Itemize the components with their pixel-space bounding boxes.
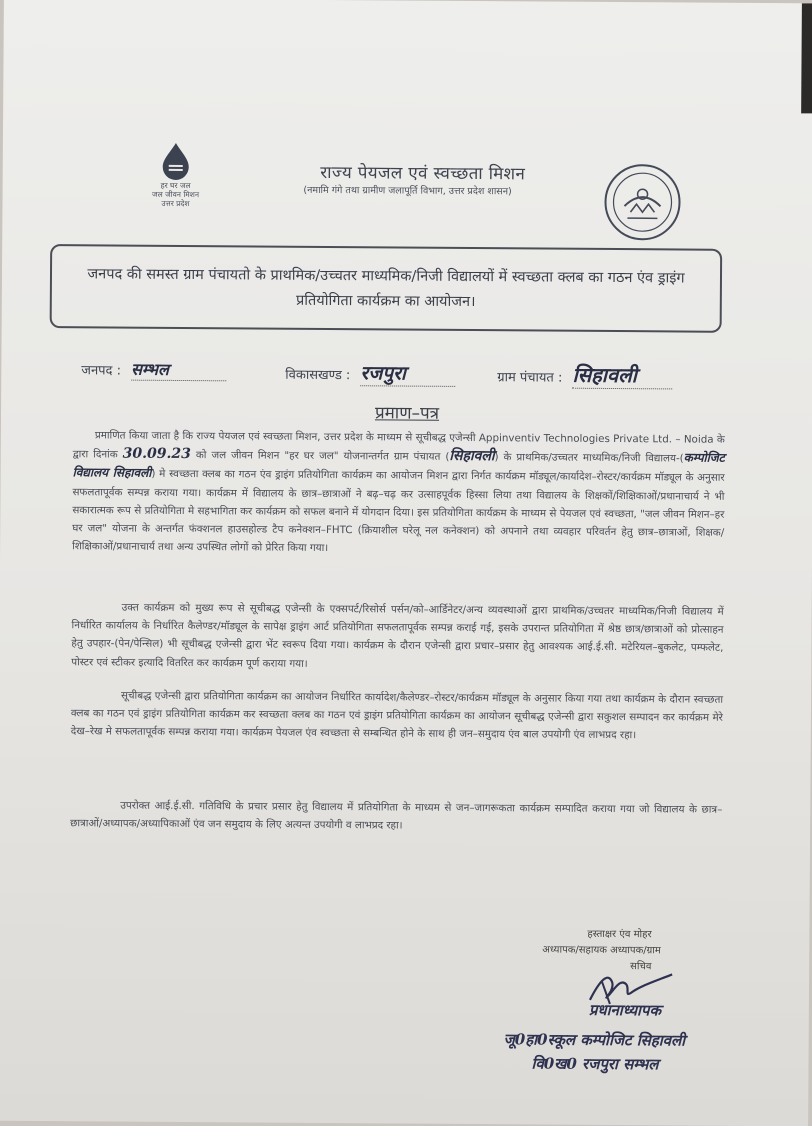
paragraph-1 [72, 426, 725, 560]
panchayat-value: सिहावली [572, 361, 672, 390]
logo-tagline-2: जल जीवन मिशन [152, 189, 200, 200]
paragraph-2 [71, 598, 723, 675]
panchayat-label: ग्राम पंचायत : [497, 370, 563, 386]
district-field [81, 357, 226, 381]
government-seal [602, 162, 683, 247]
stamp-block: वि0ख0 रजपुरा सम्भल [531, 1054, 659, 1074]
mission-title: राज्य पेयजल एवं स्वच्छता मिशन [320, 162, 526, 185]
paragraph-3-text: सूचीबद्ध एजेन्सी द्वारा प्रतियोगिता कार्यक्रम का आयोजन निर्धारित कार्यादेश/कैलेण्डर–रोस्टर/कार्यक्रम मॉड्यूल के अनुसार किया गया तथा कार्यक्रम के दौरान स्वच्छता क्लब का गठन एवं ड्राइंग प्रतियोगिता कार्यक्रम कर स्वच्छता क्लब का गठन एवं ड्राइंग प्रतियोगिता कार्यक्रम का आयोजन सूचीबद्ध एजेन्सी द्वारा सकुशल सम्पादन कर कार्यक्रम मेरे देख–रेख मे सफलतापूर्वक सम्पन्न कराया गया। कार्यक्रम पेयजल एंव स्वच्छता से सम्बन्धित होने के साथ ही जन–समुदाय एंव बाल उपयोगी एंव लाभप्रद रहा। [70, 689, 724, 742]
logo-tagline-1: हर घर जल [160, 180, 191, 191]
paragraph-1-part-c: ) के प्राथमिक/उच्चतर माध्यमिक/निजी विद्यालय-( [494, 451, 684, 465]
block-value: रजपुरा [360, 359, 455, 387]
district-value: सम्भल [131, 358, 226, 382]
water-drop-icon [158, 141, 194, 181]
district-label: जनपद : [81, 363, 122, 379]
mission-subtitle: (नमामि गंगे तथा ग्रामीण जलापूर्ति विभाग, उत्तर प्रदेश शासन) [303, 184, 512, 198]
paragraph-1-part-b: को जल जीवन मिशन "हर घर जल" योजनान्तर्गत ग्राम पंचायत ( [195, 449, 450, 464]
handwritten-date: 30.09.23 [122, 445, 191, 463]
up-seal-icon [602, 162, 683, 243]
signature-caption-1: हस्ताक्षर एंव मोहर [587, 928, 652, 941]
location-fields [81, 353, 721, 388]
handwritten-school-name: कम्पोजिट विद्यालय सिहावली [72, 450, 725, 481]
certificate-heading: प्रमाण–पत्र [374, 403, 440, 424]
handwritten-panchayat: सिहावली [449, 448, 495, 465]
har-ghar-jal-logo [140, 141, 210, 208]
paragraph-1-part-d: ) मे स्वच्छता क्लब का गठन एंव ड्राइंग प्रतियोगिता कार्यक्रम का आयोजन मिशन द्वारा निर्गत कार्यक्रम मॉड्यूल/कार्यादेश–रोस्टर/कार्यक्रम मॉड्यूल के अनुसार सफलतापूर्वक सम्पन्न कराया गया। कार्यक्रम में विद्यालय के छात्र–छात्राओं ने बढ़–चढ़ कर उत्साहपूर्वक हिस्सा लिया तथा विद्यालय के शिक्षकों/शिक्षिकाओं/प्रधानाचार्य ने भी सकारात्मक रूप से प्रतियोगिता मे सहभागिता कर कार्यक्रम को सफल बनाने में योगदान दिया। इस प्रतियोगिता कार्यक्रम के माध्यम से पेयजल एवं स्वच्छता, "जल जीवन मिशन–हर घर जल" योजना के अन्तर्गत फंक्शनल हाउसहोल्ड टैप कनेक्शन–FHTC (क्रियाशील घरेलू नल कनेक्शन) को अपनाने तथा व्यवहार परिवर्तन हेतु छात्र–छात्राओं, शिक्षक/शिक्षिकाओं/प्रधानाचार्य तथा अन्य उपस्थित लोगों को प्रेरित किया गया। [72, 468, 725, 555]
paragraph-2-text: उक्त कार्यक्रम को मुख्य रूप से सूचीबद्ध एजेन्सी के एक्सपर्ट/रिसोर्स पर्सन/को–आर्डिनेटर/अन्य व्यवस्थाओं द्वारा प्राथमिक/उच्चतर माध्यमिक/निजी विद्यालय में निर्धारित कार्यालय के निर्धारित कैलेण्डर/मॉड्यूल के सापेक्ष ड्राइंग आर्ट प्रतियोगिता सफलतापूर्वक सम्पन्न कराई गई, इसके उपरान्त प्रतियोगिता में श्रेष्ठ छात्र/छात्राओं को प्रोत्साहन हेतु उपहार-(पेन/पेन्सिल) भी सूचीबद्ध एजेन्सी द्वारा भेंट स्वरूप दिया गया। कार्यक्रम के दौरान एजेन्सी द्वारा प्रचार–प्रसार हेतु आवश्यक आई.ई.सी. मटेरियल–बुकलेट, पम्फलेट, पोस्टर एवं स्टीकर इत्यादि वितरित कर कार्यक्रम पूर्ण कराया गया। [71, 601, 724, 670]
stamp-school: जू0हा0स्कूल कम्पोजिट सिहावली [503, 1030, 686, 1050]
signature-caption-2: अध्यापक/सहायक अध्यापक/ग्राम [542, 944, 661, 957]
paragraph-3 [71, 686, 723, 745]
logo-tagline-3: उत्तर प्रदेश [161, 198, 190, 209]
signature-caption-3: सचिव [630, 961, 652, 973]
background-edge [801, 3, 812, 113]
panchayat-field [497, 360, 672, 389]
block-field [285, 359, 455, 387]
stamp-designation: प्रधानाध्यापक [588, 1000, 662, 1020]
paragraph-4 [70, 796, 722, 837]
subject-box: जनपद की समस्त ग्राम पंचायतो के प्राथमिक/उच्चतर माध्यमिक/निजी विद्यालयों में स्वच्छता क्लब का गठन एंव ड्राइंग प्रतियोगिता कार्यक्रम का आयोजन। [50, 244, 723, 333]
paragraph-1-part-a: प्रमाणित किया जाता है कि राज्य पेयजल एवं स्वच्छता मिशन, उत्तर प्रदेश के माध्यम से सूचीबद्ध एजेन्सी Appinventiv Technologies Private Ltd. – Noida के द्वारा दिनांक [72, 429, 725, 461]
block-label: विकासखण्ड : [285, 367, 351, 384]
paragraph-4-text: उपरोक्त आई.ई.सी. गतिविधि के प्रचार प्रसार हेतु विद्यालय में प्रतियोगिता के माध्यम से जन–जागरूकता कार्यक्रम सम्पादित कराया गया जो विद्यालय के छात्र–छात्राओं/अध्यापक/अध्यापिकाओं एंव जन समुदाय के लिए अत्यन्त उपयोगी व लाभप्रद रहा। [70, 799, 723, 832]
